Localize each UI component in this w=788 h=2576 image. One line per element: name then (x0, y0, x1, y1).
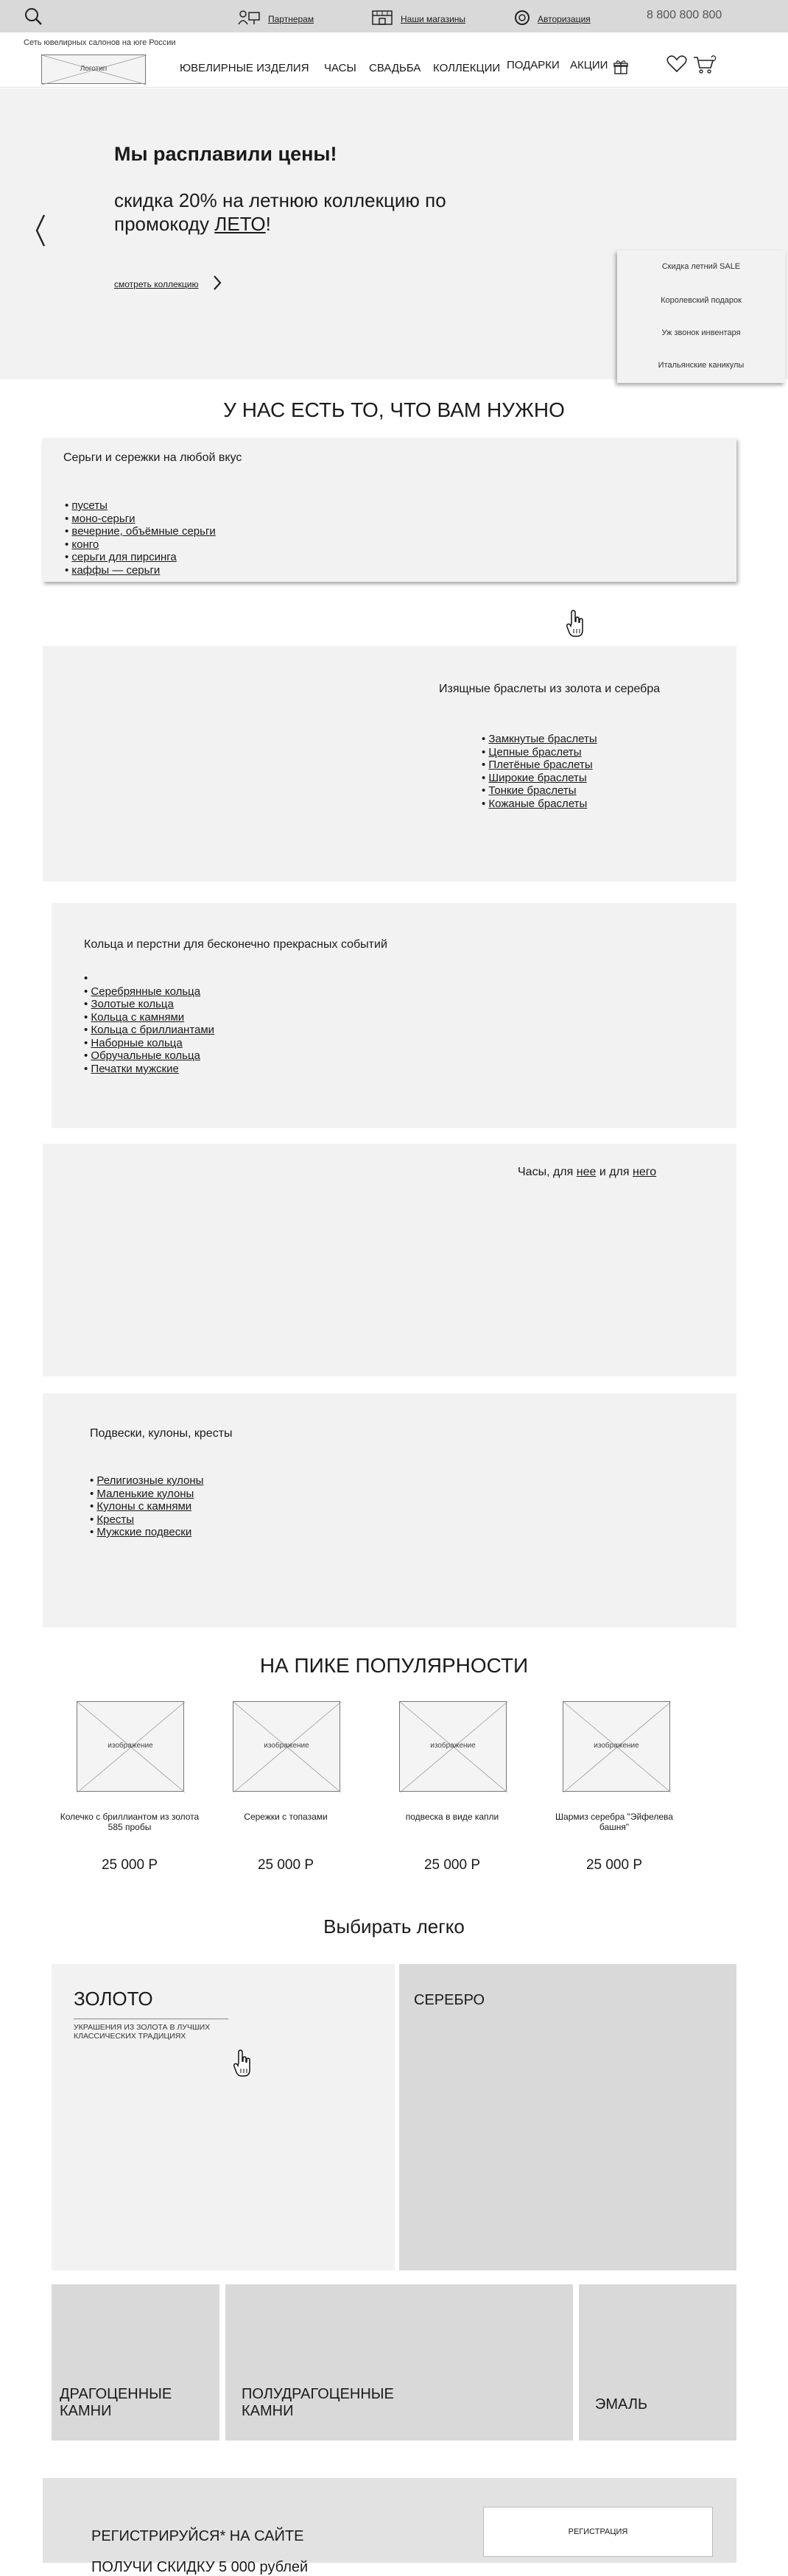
phone-number[interactable]: 8 800 800 800 (647, 9, 722, 21)
watches-her-link[interactable]: нее (576, 1166, 597, 1178)
list-item[interactable] (84, 998, 214, 1011)
watches-prefix: Часы, для (518, 1166, 577, 1178)
earrings-link[interactable]: пусеты (71, 499, 108, 512)
precious-stones-title: ДРАГОЦЕННЫЕ КАМНИ (60, 2386, 172, 2419)
promo-side-menu (617, 250, 785, 383)
side-menu-item[interactable]: Уж звонок инвентаря (661, 328, 741, 337)
rings-link[interactable]: Кольца с камнями (91, 1010, 185, 1024)
list-item[interactable] (482, 772, 597, 785)
arrow-left-icon[interactable] (34, 214, 47, 251)
earrings-link[interactable]: конго (71, 538, 99, 551)
pendants-card[interactable] (43, 1393, 736, 1627)
bracelets-link[interactable]: Широкие браслеты (488, 771, 587, 784)
product-image[interactable] (563, 1701, 670, 1792)
bracelets-link[interactable]: Цепные браслеты (488, 745, 582, 759)
product-price: 25 000 Р (585, 1857, 643, 1873)
bracelets-link[interactable]: Плетёные браслеты (488, 759, 593, 771)
rings-card[interactable] (52, 903, 736, 1128)
choose-title: Выбирать легко (323, 1915, 465, 1938)
bracelets-title: Изящные браслеты из золота и серебра (439, 683, 661, 695)
hero-title: Мы расплавили цены! (114, 143, 337, 165)
image-placeholder-label: изображение (594, 1742, 639, 1750)
product-name[interactable]: Сережки с топазами (244, 1812, 328, 1822)
rings-link[interactable]: Наборные кольца (91, 1036, 183, 1049)
list-item[interactable] (65, 551, 216, 564)
list-item[interactable] (65, 538, 216, 552)
bracelets-link[interactable]: Замкнутые браслеты (488, 733, 597, 745)
list-item[interactable] (90, 1526, 203, 1539)
list-item[interactable] (84, 972, 214, 985)
watches-middle: и для (596, 1166, 633, 1178)
product-image[interactable] (233, 1701, 340, 1792)
list-item[interactable] (482, 784, 597, 798)
product-image[interactable] (399, 1701, 507, 1792)
nav-collections[interactable]: КОЛЛЕКЦИИ (433, 62, 501, 74)
earrings-link[interactable]: серьги для пирсинга (71, 551, 177, 563)
semiprecious-stones-tile[interactable] (225, 2284, 573, 2440)
gift-icon[interactable] (613, 59, 629, 79)
earrings-link[interactable]: моно-серьги (71, 512, 136, 525)
list-item[interactable] (65, 499, 216, 513)
list-item[interactable] (84, 985, 214, 999)
tagline: Сеть ювелирных салонов на юге России (24, 38, 176, 47)
list-item[interactable] (90, 1474, 203, 1488)
header-divider (0, 87, 788, 88)
product-price: 25 000 Р (101, 1857, 158, 1873)
list-item[interactable] (84, 1037, 214, 1050)
list-item[interactable] (65, 513, 216, 526)
partners-icon (237, 10, 261, 28)
hero-promo-end: ! (265, 213, 271, 235)
cart-icon[interactable] (692, 54, 717, 79)
earrings-card[interactable] (43, 438, 736, 582)
nav-jewelry[interactable]: ЮВЕЛИРНЫЕ ИЗДЕЛИЯ (180, 62, 309, 74)
earrings-title: Серьги и сережки на любой вкус (63, 451, 242, 464)
side-menu-item[interactable]: Итальянские каникулы (658, 361, 745, 370)
register-subtitle: ПОЛУЧИ СКИДКУ 5 000 рублей (91, 2559, 309, 2575)
bracelets-link[interactable]: Тонкие браслеты (488, 784, 577, 797)
image-placeholder-label: изображение (264, 1742, 309, 1750)
popular-title: НА ПИКЕ ПОПУЛЯРНОСТИ (259, 1654, 529, 1677)
watches-title (518, 1166, 656, 1179)
list-item[interactable] (84, 1011, 214, 1024)
nav-gifts[interactable]: ПОДАРКИ (507, 59, 560, 71)
enamel-tile[interactable] (579, 2284, 736, 2440)
product-price: 25 000 Р (423, 1857, 481, 1873)
rings-list (84, 972, 214, 1075)
list-item[interactable] (65, 564, 216, 577)
product-image[interactable] (77, 1701, 184, 1792)
register-banner (43, 2478, 736, 2575)
categories-title: У НАС ЕСТЬ ТО, ЧТО ВАМ НУЖНО (223, 398, 565, 421)
stores-link[interactable] (371, 10, 465, 28)
enamel-title: ЭМАЛЬ (595, 2396, 648, 2413)
rings-link[interactable]: Печатки мужские (91, 1062, 179, 1075)
precious-stones-tile[interactable] (52, 2284, 219, 2440)
nav-wedding[interactable]: СВАДЬБА (369, 62, 421, 74)
earrings-link[interactable]: вечерние, объёмные серьги (71, 525, 216, 538)
list-item[interactable] (90, 1513, 203, 1527)
image-placeholder-label: изображение (430, 1742, 476, 1750)
rings-link[interactable]: Кольца с бриллиантами (91, 1024, 215, 1036)
list-item[interactable] (65, 525, 216, 538)
side-menu-item[interactable]: Королевский подарок (661, 296, 742, 305)
product-price: 25 000 Р (257, 1857, 314, 1873)
hand-cursor-icon (566, 610, 585, 643)
list-item[interactable] (482, 746, 597, 759)
product-name[interactable]: Колечко с бриллиантом из золота 585 пробы (60, 1812, 200, 1832)
gold-title: ЗОЛОТО (74, 1988, 153, 2010)
user-icon (514, 10, 530, 28)
register-title: РЕГИСТРИРУЙСЯ* НА САЙТЕ (91, 2528, 304, 2544)
rings-link[interactable]: Обручальные кольца (91, 1049, 200, 1062)
login-label[interactable]: Авторизация (538, 13, 591, 24)
product-name[interactable]: подвеска в виде капли (405, 1812, 499, 1822)
hero-promo-text: скидка 20% на летнюю коллекцию по промокоду (114, 189, 446, 235)
list-item[interactable] (482, 759, 597, 772)
store-icon (371, 10, 393, 28)
list-item[interactable] (90, 1500, 203, 1513)
top-utility-bar (0, 0, 788, 32)
pendants-link[interactable]: Кресты (96, 1513, 134, 1526)
gold-tile[interactable] (52, 1964, 395, 2270)
bracelets-card[interactable] (43, 646, 736, 881)
image-placeholder-label: изображение (108, 1742, 153, 1750)
hand-cursor-icon (233, 2049, 252, 2083)
register-button[interactable]: РЕГИСТРАЦИЯ (483, 2507, 713, 2557)
silver-title: СЕРЕБРО (414, 1992, 485, 2008)
bracelets-list (482, 733, 597, 810)
list-item[interactable] (482, 798, 597, 811)
promo-code[interactable]: ЛЕТО (214, 213, 266, 235)
logo-label: Логотип (80, 65, 108, 73)
nav-watches[interactable]: ЧАСЫ (324, 62, 356, 74)
gold-subtitle: УКРАШЕНИЯ ИЗ ЗОЛОТА В ЛУЧШИХ КЛАССИЧЕСКИХ ТРАДИЦИЯХ (74, 2023, 211, 2041)
rings-link[interactable]: Серебрянные кольца (91, 985, 201, 998)
pendants-list (90, 1474, 203, 1539)
chevron-right-icon[interactable] (212, 274, 222, 294)
stores-label[interactable]: Наши магазины (401, 13, 466, 24)
pendants-link[interactable]: Маленькие кулоны (96, 1487, 194, 1500)
rings-link[interactable]: Золотые кольца (91, 998, 174, 1010)
semiprecious-stones-title: ПОЛУДРАГОЦЕННЫЕ КАМНИ (242, 2386, 394, 2419)
partners-label[interactable]: Партнерам (268, 13, 314, 24)
view-collection-link[interactable] (114, 274, 222, 294)
silver-tile[interactable] (399, 1964, 736, 2270)
pendants-link[interactable]: Религиозные кулоны (96, 1474, 204, 1487)
list-item[interactable] (482, 733, 597, 746)
hero-promo (114, 189, 497, 236)
hero-banner (0, 88, 788, 379)
pendants-title: Подвески, кулоны, кресты (90, 1427, 233, 1440)
search-icon[interactable] (24, 7, 43, 29)
earrings-list (65, 499, 216, 577)
logo[interactable] (41, 54, 146, 84)
login-link[interactable] (514, 10, 591, 28)
pendants-link[interactable]: Кулоны с камнями (96, 1500, 192, 1513)
nav-sales[interactable]: АКЦИИ (570, 59, 608, 71)
side-menu-item[interactable]: Скидка летний SALE (661, 262, 741, 271)
rings-title: Кольца и перстни для бесконечно прекрасных событий (84, 938, 387, 951)
favorites-icon[interactable] (666, 54, 688, 79)
watches-him-link[interactable]: него (632, 1166, 657, 1178)
list-item[interactable] (90, 1488, 203, 1501)
list-item[interactable] (84, 1063, 214, 1076)
product-name[interactable]: Шармиз серебра "Эйфелева башня" (555, 1812, 673, 1832)
earrings-link[interactable]: каффы — серьги (71, 563, 161, 577)
view-collection-label[interactable]: смотреть коллекцию (114, 278, 199, 289)
partners-link[interactable] (237, 10, 314, 28)
list-item[interactable] (84, 1024, 214, 1037)
list-item[interactable] (84, 1049, 214, 1063)
pendants-link[interactable]: Мужские подвески (96, 1526, 192, 1538)
header-icons (666, 54, 717, 79)
bracelets-link[interactable]: Кожаные браслеты (488, 797, 588, 810)
watches-card[interactable] (43, 1144, 736, 1376)
